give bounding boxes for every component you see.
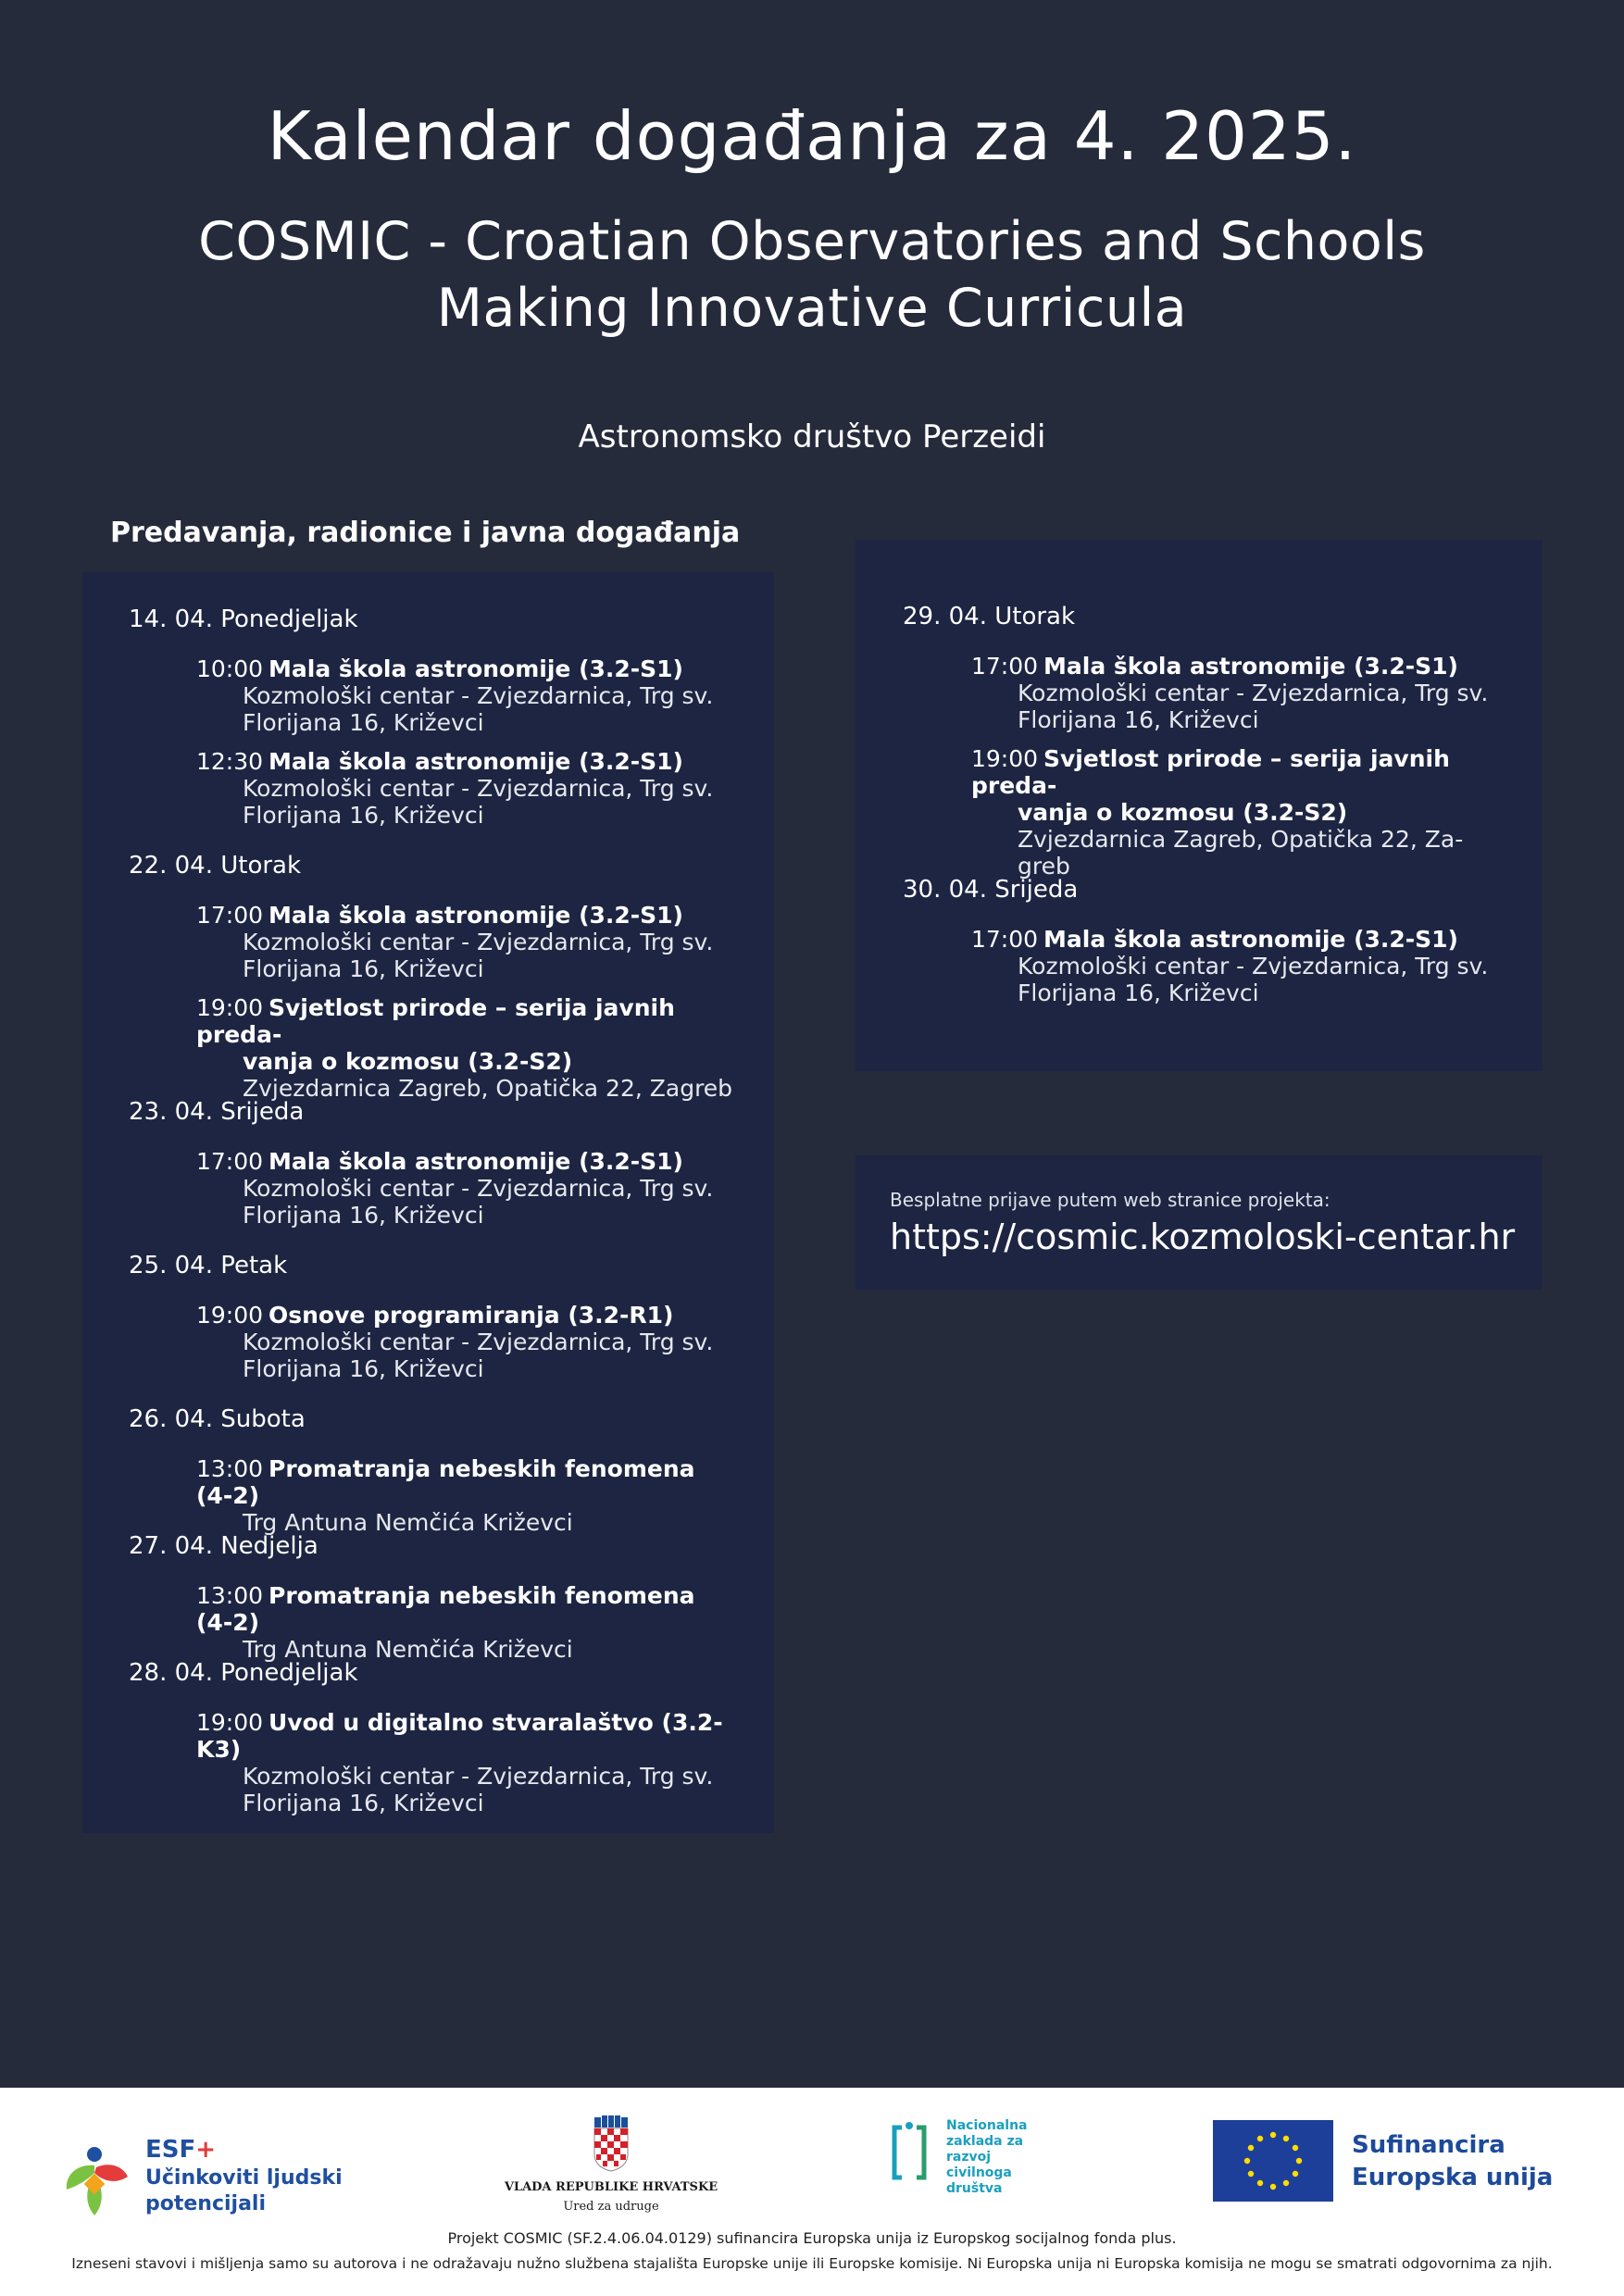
event-time: 13:00 xyxy=(196,1582,264,1609)
event-name: Mala škola astronomije (3.2-S1) xyxy=(1043,653,1458,680)
day-heading: 22. 04. Utorak xyxy=(129,852,302,880)
section-title: Predavanja, radionice i javna događanja xyxy=(110,517,741,549)
registration-panel xyxy=(856,1155,1543,1290)
registration-label: Besplatne prijave putem web stranice projekta: xyxy=(890,1189,1330,1211)
event-item xyxy=(196,748,735,829)
nz-bracket-icon xyxy=(891,2120,928,2185)
day-heading: 28. 04. Ponedjeljak xyxy=(129,1659,358,1687)
event-time: 19:00 xyxy=(196,1709,264,1736)
event-item xyxy=(196,902,735,982)
event-location: Kozmološki centar - Zvjezdarnica, Trg sv. xyxy=(243,1175,714,1202)
event-item xyxy=(196,1148,735,1229)
project-subtitle-line2: Making Innovative Curricula xyxy=(436,278,1188,339)
event-location: greb xyxy=(1018,853,1070,880)
event-location: Florijana 16, Križevci xyxy=(243,1355,484,1382)
event-item xyxy=(971,653,1510,733)
day-heading: 25. 04. Petak xyxy=(129,1252,288,1279)
gov-name: VLADA REPUBLIKE HRVATSKE xyxy=(504,2180,718,2194)
event-location: Kozmološki centar - Zvjezdarnica, Trg sv. xyxy=(243,1329,714,1355)
event-name: Svjetlost prirode – serija javnih preda- xyxy=(971,745,1450,799)
event-name: Mala škola astronomije (3.2-S1) xyxy=(269,1148,683,1175)
event-time: 17:00 xyxy=(196,1148,264,1175)
gov-logo xyxy=(500,2115,722,2227)
footer-note-disclaimer: Izneseni stavovi i mišljenja samo su autorova i ne odražavaju nužno službena stajališta Europske unije ili Europske komisije. Ni Europska unija ni Europska komisija ne mogu se smatrati odgovornima za njih. xyxy=(71,2255,1553,2272)
event-item xyxy=(196,994,735,1102)
event-time: 17:00 xyxy=(196,902,264,929)
event-location: Kozmološki centar - Zvjezdarnica, Trg sv. xyxy=(1018,953,1489,980)
project-subtitle-line1: COSMIC - Croatian Observatories and Schools xyxy=(198,211,1426,272)
esf-line1: Učinkoviti ljudski xyxy=(145,2166,343,2190)
event-name-continued: vanja o kozmosu (3.2-S2) xyxy=(1018,799,1348,826)
footer xyxy=(0,2088,1624,2296)
gov-sub: Ured za udruge xyxy=(563,2200,659,2214)
footer-logos xyxy=(0,2088,1624,2231)
esf-line2: potencijali xyxy=(145,2192,267,2215)
event-item xyxy=(196,1302,735,1382)
event-location: Florijana 16, Križevci xyxy=(243,709,484,736)
event-location: Florijana 16, Križevci xyxy=(243,1202,484,1229)
schedule-panel-left xyxy=(82,572,774,1833)
event-name: Promatranja nebeskih fenomena (4-2) xyxy=(196,1582,695,1636)
event-name: Svjetlost prirode – serija javnih preda- xyxy=(196,994,675,1048)
eu-flag-icon xyxy=(1213,2120,1333,2202)
event-location: Florijana 16, Križevci xyxy=(243,802,484,829)
event-location: Kozmološki centar - Zvjezdarnica, Trg sv. xyxy=(1018,680,1489,706)
event-item xyxy=(196,655,735,736)
eu-text-line2: Europska unija xyxy=(1352,2164,1554,2191)
event-name: Mala škola astronomije (3.2-S1) xyxy=(269,655,683,682)
event-location: Florijana 16, Križevci xyxy=(1018,980,1259,1006)
event-time: 19:00 xyxy=(196,994,264,1021)
event-time: 17:00 xyxy=(971,926,1039,953)
event-time: 17:00 xyxy=(971,653,1039,680)
event-name: Osnove programiranja (3.2-R1) xyxy=(269,1302,674,1329)
event-time: 12:30 xyxy=(196,748,264,775)
event-item xyxy=(971,745,1510,880)
croatian-coat-of-arms-icon xyxy=(591,2115,631,2173)
esf-title: ESF+ xyxy=(145,2136,217,2164)
event-location: Florijana 16, Križevci xyxy=(1018,706,1259,733)
event-name: Promatranja nebeskih fenomena (4-2) xyxy=(196,1455,695,1509)
eu-logo xyxy=(1213,2120,1583,2213)
event-location: Trg Antuna Nemčića Križevci xyxy=(243,1509,573,1536)
day-heading: 14. 04. Ponedjeljak xyxy=(129,605,358,633)
event-location: Florijana 16, Križevci xyxy=(243,955,484,982)
event-name: Uvod u digitalno stvaralaštvo (3.2-K3) xyxy=(196,1709,723,1763)
event-time: 13:00 xyxy=(196,1455,264,1482)
day-heading: 30. 04. Srijeda xyxy=(903,876,1079,904)
event-location: Zvjezdarnica Zagreb, Opatička 22, Zagreb xyxy=(243,1075,733,1102)
event-time: 19:00 xyxy=(971,745,1039,772)
page-title: Kalendar događanja za 4. 2025. xyxy=(267,97,1357,175)
event-item xyxy=(196,1709,735,1816)
event-item xyxy=(971,926,1510,1006)
eu-text-line1: Sufinancira xyxy=(1352,2131,1505,2159)
event-name: Mala škola astronomije (3.2-S1) xyxy=(1043,926,1458,953)
nz-logo xyxy=(891,2111,1076,2222)
event-time: 19:00 xyxy=(196,1302,264,1329)
event-location: Zvjezdarnica Zagreb, Opatička 22, Za- xyxy=(1018,826,1464,853)
footer-note-funding: Projekt COSMIC (SF.2.4.06.04.0129) sufinancira Europska unija iz Europskog socijalnog fonda plus. xyxy=(447,2229,1177,2247)
event-name: Mala škola astronomije (3.2-S1) xyxy=(269,748,683,775)
event-name: Mala škola astronomije (3.2-S1) xyxy=(269,902,683,929)
nz-text: Nacionalna zaklada za razvoj civilnoga društva xyxy=(946,2118,1028,2196)
esf-flower-icon xyxy=(57,2145,131,2219)
event-location: Kozmološki centar - Zvjezdarnica, Trg sv. xyxy=(243,1763,714,1790)
event-location: Kozmološki centar - Zvjezdarnica, Trg sv. xyxy=(243,775,714,802)
organization-name: Astronomsko društvo Perzeidi xyxy=(578,418,1046,455)
schedule-panel-right xyxy=(856,540,1543,1071)
registration-link[interactable]: https://cosmic.kozmoloski-centar.hr xyxy=(890,1217,1516,1257)
event-location: Kozmološki centar - Zvjezdarnica, Trg sv. xyxy=(243,682,714,709)
event-location: Florijana 16, Križevci xyxy=(243,1790,484,1816)
day-heading: 26. 04. Subota xyxy=(129,1405,306,1433)
esf-logo xyxy=(57,2125,343,2227)
event-location: Kozmološki centar - Zvjezdarnica, Trg sv. xyxy=(243,929,714,955)
event-item xyxy=(196,1455,735,1536)
day-heading: 29. 04. Utorak xyxy=(903,603,1076,630)
event-name-continued: vanja o kozmosu (3.2-S2) xyxy=(243,1048,573,1075)
day-heading: 23. 04. Srijeda xyxy=(129,1098,305,1126)
day-heading: 27. 04. Nedjelja xyxy=(129,1532,319,1560)
event-item xyxy=(196,1582,735,1663)
event-time: 10:00 xyxy=(196,655,264,682)
event-location: Trg Antuna Nemčića Križevci xyxy=(243,1636,573,1663)
